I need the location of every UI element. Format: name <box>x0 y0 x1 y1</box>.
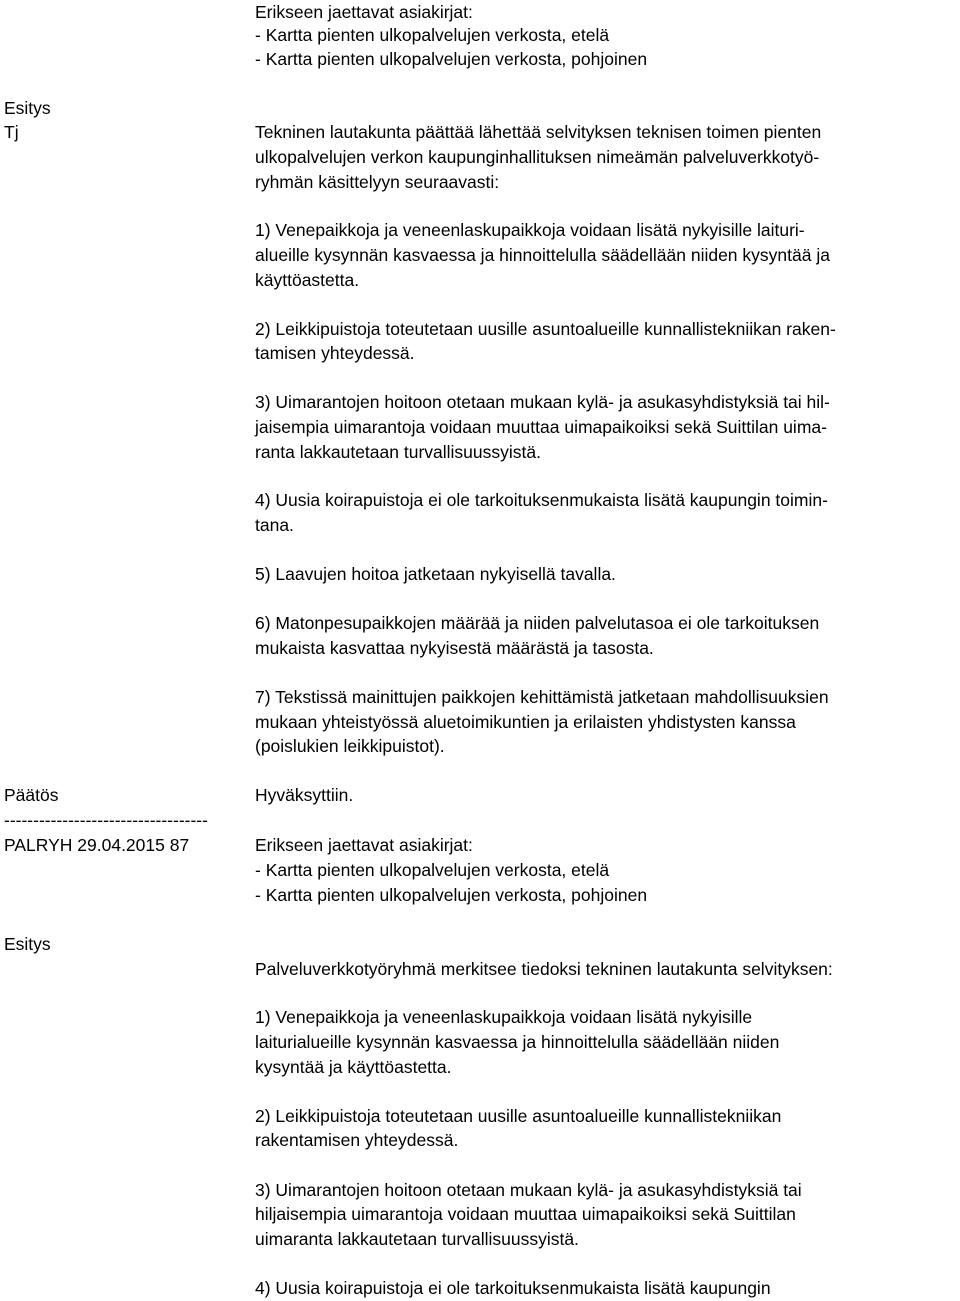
item-2-line: 2) Leikkipuistoja toteutetaan uusille asuntoalueille kunnallistekniikan <box>255 1106 782 1126</box>
label-esitys: Esitys <box>4 934 51 954</box>
item-3-line: 3) Uimarantojen hoitoon otetaan mukaan kylä- ja asukasyhdistyksiä tai hil- <box>255 392 830 412</box>
item-4-line: tana. <box>255 515 294 535</box>
intro-line: Palveluverkkotyöryhmä merkitsee tiedoksi tekninen lautakunta selvityksen: <box>255 959 833 979</box>
item-2-line: tamisen yhteydessä. <box>255 343 415 363</box>
item-1-line: 1) Venepaikkoja ja veneenlaskupaikkoja voidaan lisätä nykyisille <box>255 1007 753 1027</box>
item-1-line: laiturialueille kysynnän kasvaessa ja hinnoittelulla säädellään niiden <box>255 1032 780 1052</box>
attachment-item: - Kartta pienten ulkopalvelujen verkosta, pohjoinen <box>255 49 648 69</box>
item-3-line: jaisempia uimarantoja voidaan muuttaa uimapaikoiksi sekä Suittilan uima- <box>255 417 827 437</box>
label-paatos: Päätös <box>4 785 59 805</box>
attachment-item: - Kartta pienten ulkopalvelujen verkosta, etelä <box>255 860 610 880</box>
attachment-item: - Kartta pienten ulkopalvelujen verkosta, pohjoinen <box>255 885 648 905</box>
item-2-line: 2) Leikkipuistoja toteutetaan uusille asuntoalueille kunnallistekniikan raken- <box>255 319 836 339</box>
item-7-line: mukaan yhteistyössä aluetoimikuntien ja erilaisten yhdistysten kanssa <box>255 712 796 732</box>
item-6-line: mukaista kasvattaa nykyisestä määrästä ja tasosta. <box>255 638 654 658</box>
label-tj: Tj <box>4 122 19 142</box>
intro-line: ulkopalvelujen verkon kaupunginhallituksen nimeämän palveluverkkotyö- <box>255 147 820 167</box>
item-5-line: 5) Laavujen hoitoa jatketaan nykyisellä tavalla. <box>255 564 616 584</box>
item-3-line: 3) Uimarantojen hoitoon otetaan mukaan kylä- ja asukasyhdistyksiä tai <box>255 1180 802 1200</box>
intro-line: ryhmän käsittelyyn seuraavasti: <box>255 172 500 192</box>
attachments-heading: Erikseen jaettavat asiakirjat: <box>255 2 473 22</box>
attachments-heading: Erikseen jaettavat asiakirjat: <box>255 835 473 855</box>
item-1-line: kysyntää ja käyttöastetta. <box>255 1057 452 1077</box>
item-1-line: 1) Venepaikkoja ja veneenlaskupaikkoja voidaan lisätä nykyisille laituri- <box>255 220 805 240</box>
intro-line: Tekninen lautakunta päättää lähettää selvityksen teknisen toimen pienten <box>255 122 822 142</box>
item-3-line: uimaranta lakkautetaan turvallisuussyistä. <box>255 1229 579 1249</box>
item-3-line: ranta lakkautetaan turvallisuussyistä. <box>255 442 541 462</box>
label-esitys: Esitys <box>4 98 51 118</box>
item-7-line: (poislukien leikkipuistot). <box>255 736 445 756</box>
decision-text: Hyväksyttiin. <box>255 785 354 805</box>
meeting-reference: PALRYH 29.04.2015 87 <box>4 835 190 855</box>
item-7-line: 7) Tekstissä mainittujen paikkojen kehittämistä jatketaan mahdollisuuksien <box>255 687 829 707</box>
item-3-line: hiljaisempia uimarantoja voidaan muuttaa uimapaikoiksi sekä Suittilan <box>255 1204 796 1224</box>
item-4-line: 4) Uusia koirapuistoja ei ole tarkoituksenmukaista lisätä kaupungin toimin- <box>255 490 828 510</box>
item-1-line: käyttöastetta. <box>255 270 360 290</box>
attachment-item: - Kartta pienten ulkopalvelujen verkosta, etelä <box>255 25 610 45</box>
item-6-line: 6) Matonpesupaikkojen määrää ja niiden palvelutasoa ei ole tarkoituksen <box>255 613 820 633</box>
item-1-line: alueille kysynnän kasvaessa ja hinnoittelulla säädellään niiden kysyntää ja <box>255 245 830 265</box>
separator-line: ----------------------------------- <box>4 810 208 830</box>
item-4-line: 4) Uusia koirapuistoja ei ole tarkoituksenmukaista lisätä kaupungin <box>255 1278 771 1298</box>
item-2-line: rakentamisen yhteydessä. <box>255 1130 459 1150</box>
